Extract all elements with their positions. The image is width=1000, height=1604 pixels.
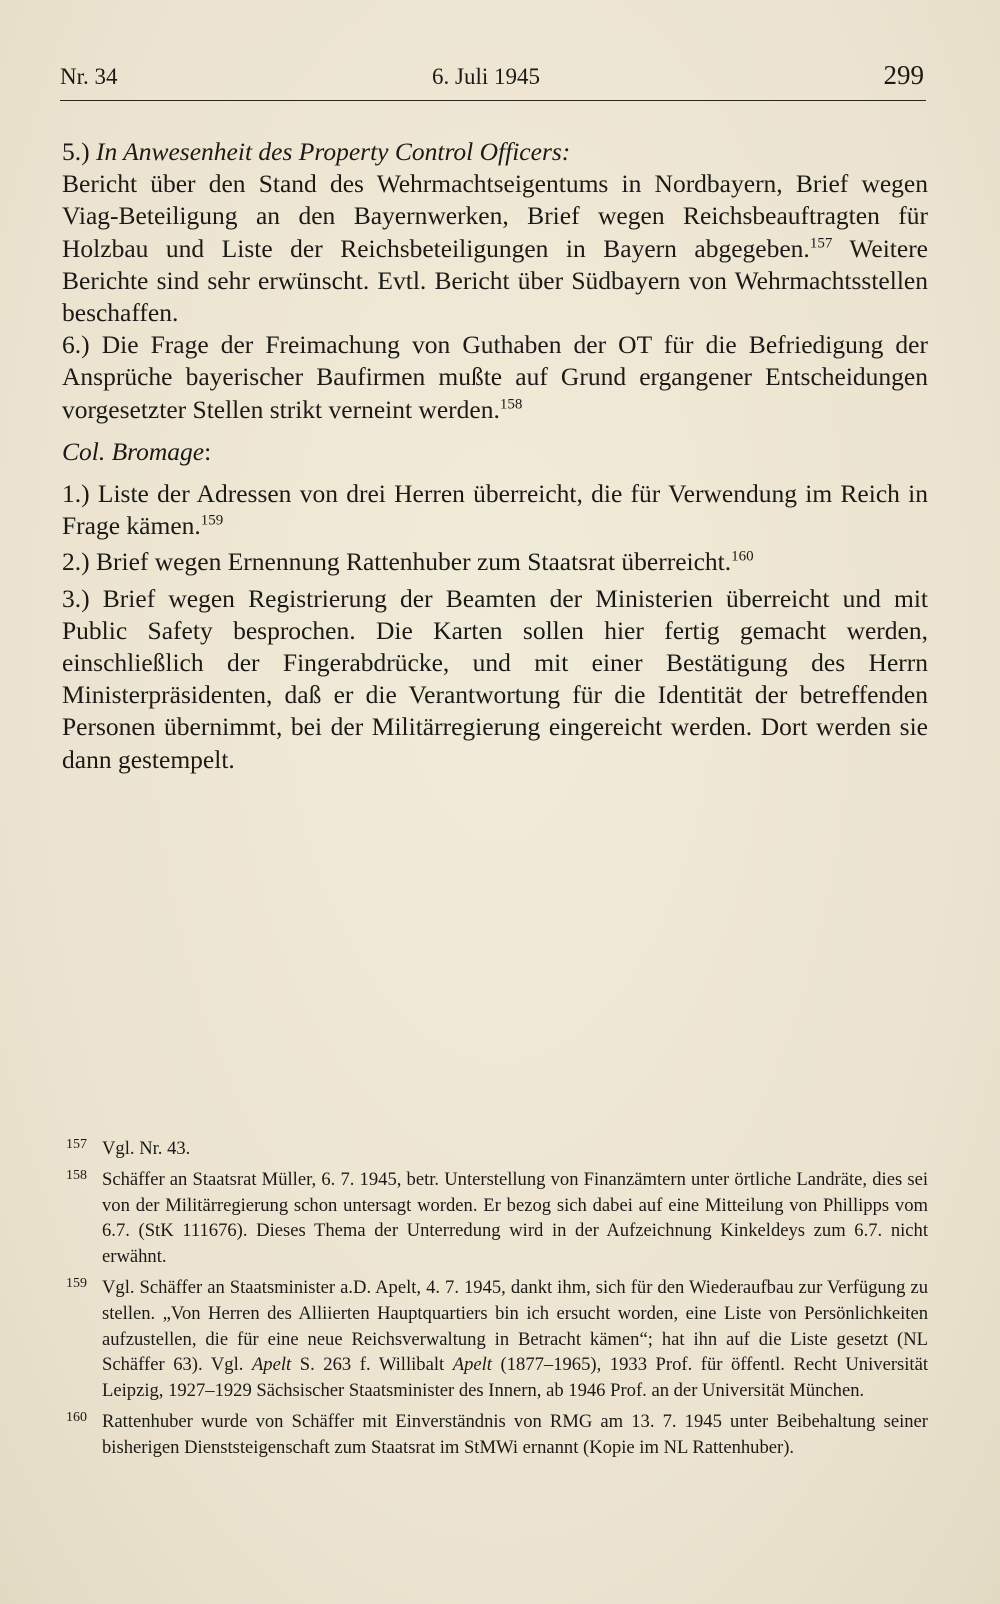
footnote-160: [66, 1409, 928, 1461]
footnote-158: [66, 1167, 928, 1270]
section-6-text: 6.) Die Frage der Freimachung von Guthaben der OT für die Befriedigung der Ansprüche bayerischer Baufirmen mußte auf Grund ergangener Entscheidungen vorgesetzter Stellen strikt verneint werden.: [62, 330, 928, 424]
footnote-ref-157: 157: [809, 235, 833, 252]
section-6: [62, 329, 928, 426]
footnote-text-italic: Apelt: [251, 1354, 292, 1376]
footnote-number: 158: [66, 1167, 87, 1183]
footnote-text-italic: Apelt: [452, 1354, 492, 1376]
bromage-item-3: [62, 583, 928, 776]
footnote-text: Vgl. Schäffer an Staatsminister a.D. Apelt, 4. 7. 1945, dankt ihm, sich für den Wiederaufbau zur Verfügung zu stellen. „Von Herren des Alliierten Hauptquartiers bin ich ersucht worden, eine Liste von Persönlichkeiten aufzustellen, die für eine neue Reichsverwaltung in Betracht kämen“; hat ihn auf die Liste gesetzt (NL Schäffer 63). Vgl.: [102, 1276, 928, 1376]
document-number: Nr. 34: [60, 64, 118, 89]
section-5-number: 5.): [62, 137, 96, 166]
footnote-number: 160: [66, 1409, 87, 1425]
footnote-159: [66, 1275, 928, 1404]
section-5: [62, 136, 928, 329]
section-5-text-a: Bericht über den Stand des Wehrmachtseigentums in Nordbayern, Brief wegen Viag-Beteiligung an den Bayernwerken, Brief wegen Reichsbeauftragten für Holzbau und Liste der Reichsbeteiligungen in Bayern abgegeben.: [62, 169, 928, 263]
footnote-text: Vgl. Nr. 43.: [102, 1138, 191, 1159]
section-5-text-b: Weitere Berichte sind sehr erwünscht. Evtl. Bericht über Südbayern von Wehrmachtsstellen beschaffen.: [62, 233, 929, 328]
main-text: [62, 136, 928, 776]
bromage-item-2-text: 2.) Brief wegen Ernennung Rattenhuber zum Staatsrat überreicht.: [62, 547, 732, 577]
bromage-heading-colon: :: [204, 436, 212, 466]
footnote-number: 159: [66, 1275, 87, 1291]
footnotes: [66, 1136, 928, 1466]
footnote-text: Schäffer an Staatsrat Müller, 6. 7. 1945, betr. Unterstellung von Finanzämtern unter örtliche Landräte, dies sei von der Militärregierung schon untersagt worden. Er bezog sich dabei auf eine Mitteilung von Phillipps vom 6.7. (StK 111676). Dieses Thema der Unterredung wird in der Aufzeichnung Kinkeldeys zum 6.7. nicht erwähnt.: [102, 1168, 928, 1268]
bromage-item-2: [62, 546, 928, 578]
page-number: 299: [883, 60, 924, 90]
footnote-ref-160: 160: [731, 548, 754, 565]
footnote-text: S. 263 f. Willibalt: [291, 1354, 453, 1376]
footnote-number: 157: [66, 1137, 87, 1152]
section-5-heading: In Anwesenheit des Property Control Officers:: [96, 137, 571, 166]
bromage-item-1: [62, 478, 928, 542]
bromage-item-1-text: 1.) Liste der Adressen von drei Herren überreicht, die für Verwendung im Reich in Frage kämen.: [62, 479, 928, 541]
footnote-text: Rattenhuber wurde von Schäffer mit Einverständnis von RMG am 13. 7. 1945 unter Beibehaltung seiner bisherigen Dienststeigenschaft zum Staatsrat im StMWi ernannt (Kopie im NL Rattenhuber).: [102, 1410, 928, 1458]
footnote-ref-159: 159: [200, 512, 224, 529]
bromage-item-3-text: 3.) Brief wegen Registrierung der Beamten der Ministerien überreicht und mit Public Safety besprochen. Die Karten sollen hier fertig gemacht werden, einschließlich der Fingerabdrücke, und mit einer Bestätigung des Herrn Ministerpräsidenten, daß er die Verantwortung für die Identität der betreffenden Personen übernimmt, bei der Militärregierung eingereicht werden. Dort werden sie dann gestempelt.: [62, 583, 928, 774]
header-date: 6. Juli 1945: [432, 64, 540, 89]
running-header: [60, 60, 926, 101]
footnote-text: (1877–1965), 1933 Prof. für öffentl. Recht Universität Leipzig, 1927–1929 Sächsischer Staatsminister des Innern, ab 1946 Prof. an der Universität München.: [102, 1354, 928, 1402]
bromage-heading-line: [62, 436, 928, 468]
bromage-heading: Col. Bromage: [62, 436, 205, 466]
footnote-157: [66, 1136, 928, 1162]
footnote-ref-158: 158: [499, 396, 523, 413]
